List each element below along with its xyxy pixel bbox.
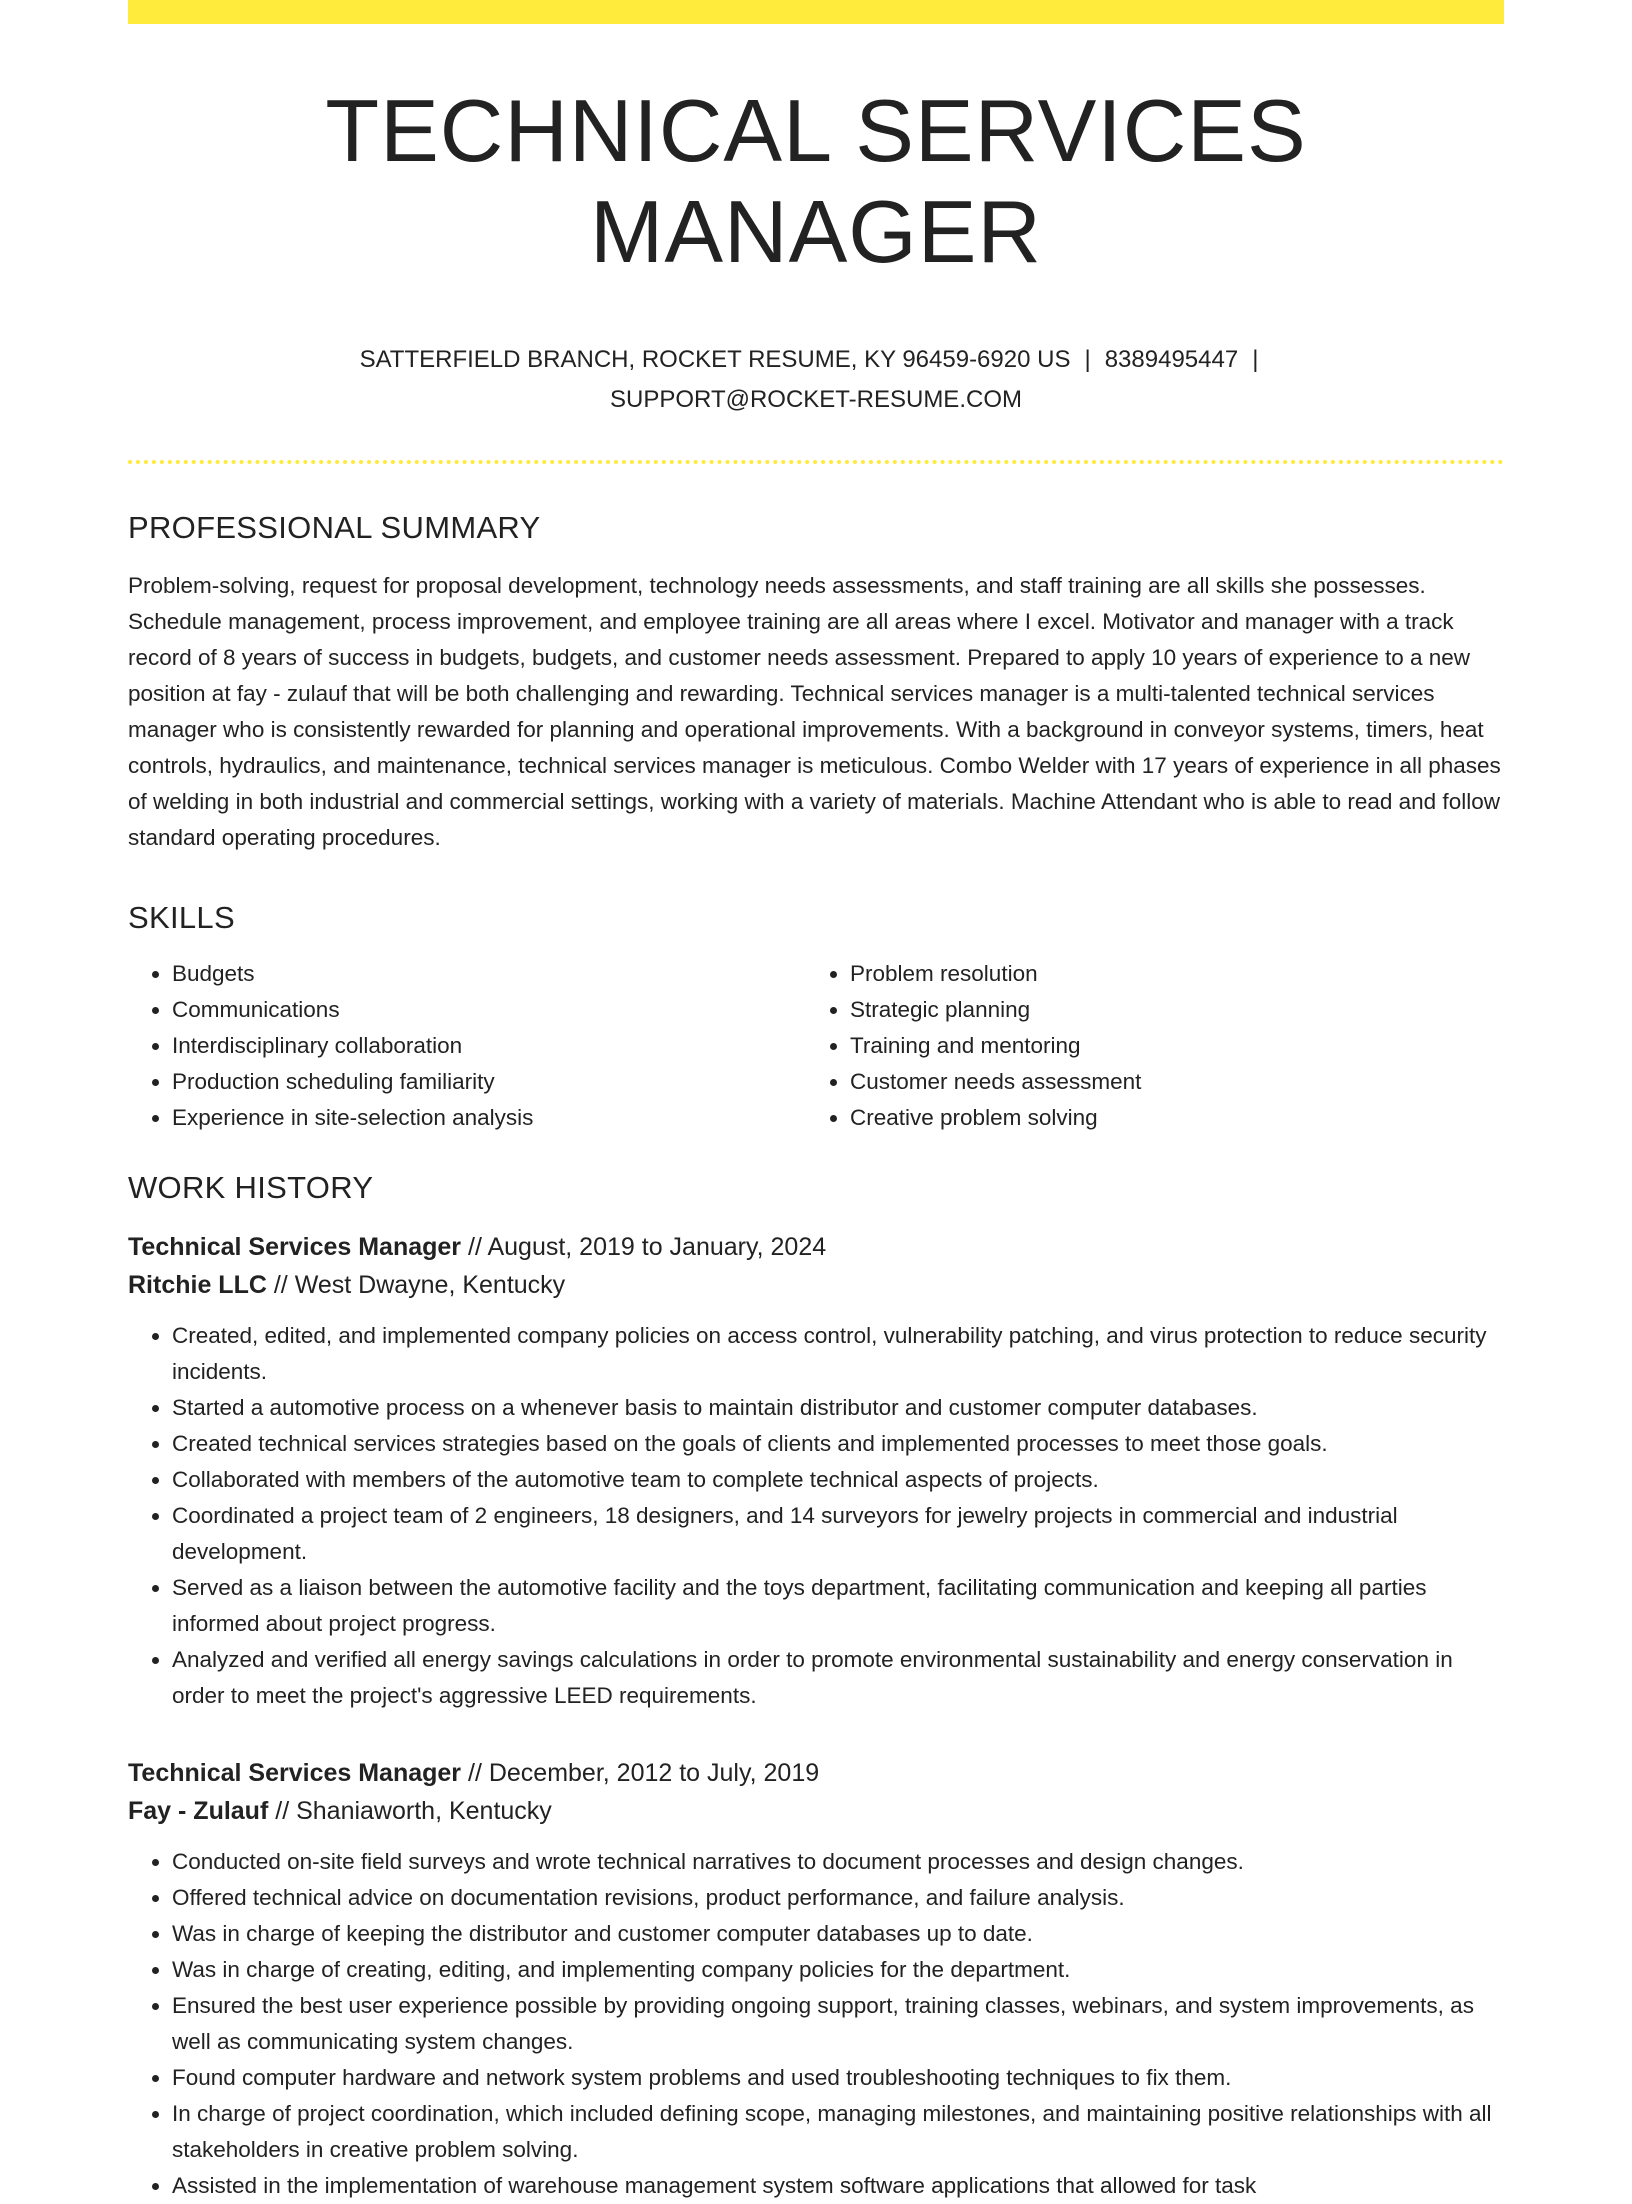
skill-item: • Production scheduling familiarity (172, 1064, 806, 1100)
contact-line-1 (128, 340, 1504, 380)
job-entry (128, 1754, 1504, 2204)
job-bullet: • In charge of project coordination, which included defining scope, managing milestones, and maintaining positive relationships with all stakeholders in creative problem solving. (172, 2096, 1504, 2168)
skills-list-left (128, 956, 806, 1136)
job-entry (128, 1228, 1504, 1714)
job-bullet-list (128, 1844, 1504, 2204)
contact-address: SATTERFIELD BRANCH, ROCKET RESUME, KY 96459-6920 US (359, 346, 1071, 374)
job-bullet: • Created, edited, and implemented company policies on access control, vulnerability patching, and virus protection to reduce security incidents. (172, 1318, 1504, 1390)
page-title: TECHNICAL SERVICES MANAGER (325, 81, 1307, 282)
skill-item: • Experience in site-selection analysis (172, 1100, 806, 1136)
job-bullet: • Created technical services strategies based on the goals of clients and implemented processes to meet those goals. (172, 1426, 1504, 1462)
skills-grid (128, 956, 1504, 1136)
contact-phone: 8389495447 (1104, 346, 1239, 374)
dotted-divider (128, 460, 1504, 464)
job-location: // Shaniaworth, Kentucky (275, 1797, 552, 1826)
skill-item: • Customer needs assessment (850, 1064, 1484, 1100)
job-dates: // December, 2012 to July, 2019 (468, 1759, 820, 1788)
skill-item: • Problem resolution (850, 956, 1484, 992)
skills-heading: SKILLS (128, 900, 235, 936)
job-bullet: • Offered technical advice on documentation revisions, product performance, and failure analysis. (172, 1880, 1504, 1916)
job-bullet: • Ensured the best user experience possible by providing ongoing support, training classes, webinars, and system improvements, as well as communicating system changes. (172, 1988, 1504, 2060)
job-bullet: • Conducted on-site field surveys and wrote technical narratives to document processes and design changes. (172, 1844, 1504, 1880)
contact-block (128, 340, 1504, 420)
contact-email: SUPPORT@ROCKET-RESUME.COM (610, 386, 1022, 414)
skill-item: • Interdisciplinary collaboration (172, 1028, 806, 1064)
contact-line-2 (128, 380, 1504, 420)
skills-list-right (806, 956, 1484, 1136)
contact-separator: | (1084, 346, 1091, 374)
job-location: // West Dwayne, Kentucky (273, 1271, 566, 1300)
accent-top-bar (128, 0, 1504, 24)
job-title: Technical Services Manager (128, 1233, 462, 1262)
job-dates: // August, 2019 to January, 2024 (468, 1233, 827, 1262)
resume-page (128, 0, 1504, 2204)
skill-item: • Strategic planning (850, 992, 1484, 1028)
job-bullet: • Coordinated a project team of 2 engineers, 18 designers, and 14 surveyors for jewelry projects in commercial and industrial development. (172, 1498, 1504, 1570)
job-bullet: • Found computer hardware and network system problems and used troubleshooting techniques to fix them. (172, 2060, 1504, 2096)
job-company-line (128, 1792, 1504, 1830)
job-bullet: • Started a automotive process on a whenever basis to maintain distributor and customer computer databases. (172, 1390, 1504, 1426)
job-title-line (128, 1228, 1504, 1266)
job-bullet: • Analyzed and verified all energy savings calculations in order to promote environmental sustainability and energy conservation in order to meet the project's aggressive LEED requirements. (172, 1642, 1504, 1714)
work-history-heading: WORK HISTORY (128, 1170, 374, 1206)
skill-item: • Communications (172, 992, 806, 1028)
job-bullet: • Collaborated with members of the automotive team to complete technical aspects of projects. (172, 1462, 1504, 1498)
summary-text: Problem-solving, request for proposal development, technology needs assessments, and staff training are all skills she possesses. Schedule management, process improvement, and employee training are all areas where I excel. Motivator and manager with a track record of 8 years of success in budgets, budgets, and customer needs assessment. Prepared to apply 10 years of experience to a new position at fay - zulauf that will be both challenging and rewarding. Technical services manager is a multi-talented technical services manager who is consistently rewarded for planning and operational improvements. With a background in conveyor systems, timers, heat controls, hydraulics, and maintenance, technical services manager is meticulous. Combo Welder with 17 years of experience in all phases of welding in both industrial and commercial settings, working with a variety of materials. Machine Attendant who is able to read and follow standard operating procedures. (128, 573, 1501, 851)
job-bullet: • Was in charge of creating, editing, and implementing company policies for the department. (172, 1952, 1504, 1988)
job-bullet: • Assisted in the implementation of warehouse management system software applications that allowed for task (172, 2168, 1504, 2204)
job-bullet-list (128, 1318, 1504, 1714)
job-title-line (128, 1754, 1504, 1792)
summary-heading: PROFESSIONAL SUMMARY (128, 510, 541, 546)
contact-separator: | (1252, 346, 1259, 374)
job-company: Ritchie LLC (128, 1271, 267, 1300)
job-bullet: • Served as a liaison between the automotive facility and the toys department, facilitating communication and keeping all parties informed about project progress. (172, 1570, 1504, 1642)
skill-item: • Training and mentoring (850, 1028, 1484, 1064)
job-title: Technical Services Manager (128, 1759, 462, 1788)
job-bullet: • Was in charge of keeping the distributor and customer computer databases up to date. (172, 1916, 1504, 1952)
job-company-line (128, 1266, 1504, 1304)
skill-item: • Creative problem solving (850, 1100, 1484, 1136)
job-company: Fay - Zulauf (128, 1797, 269, 1826)
skill-item: • Budgets (172, 956, 806, 992)
